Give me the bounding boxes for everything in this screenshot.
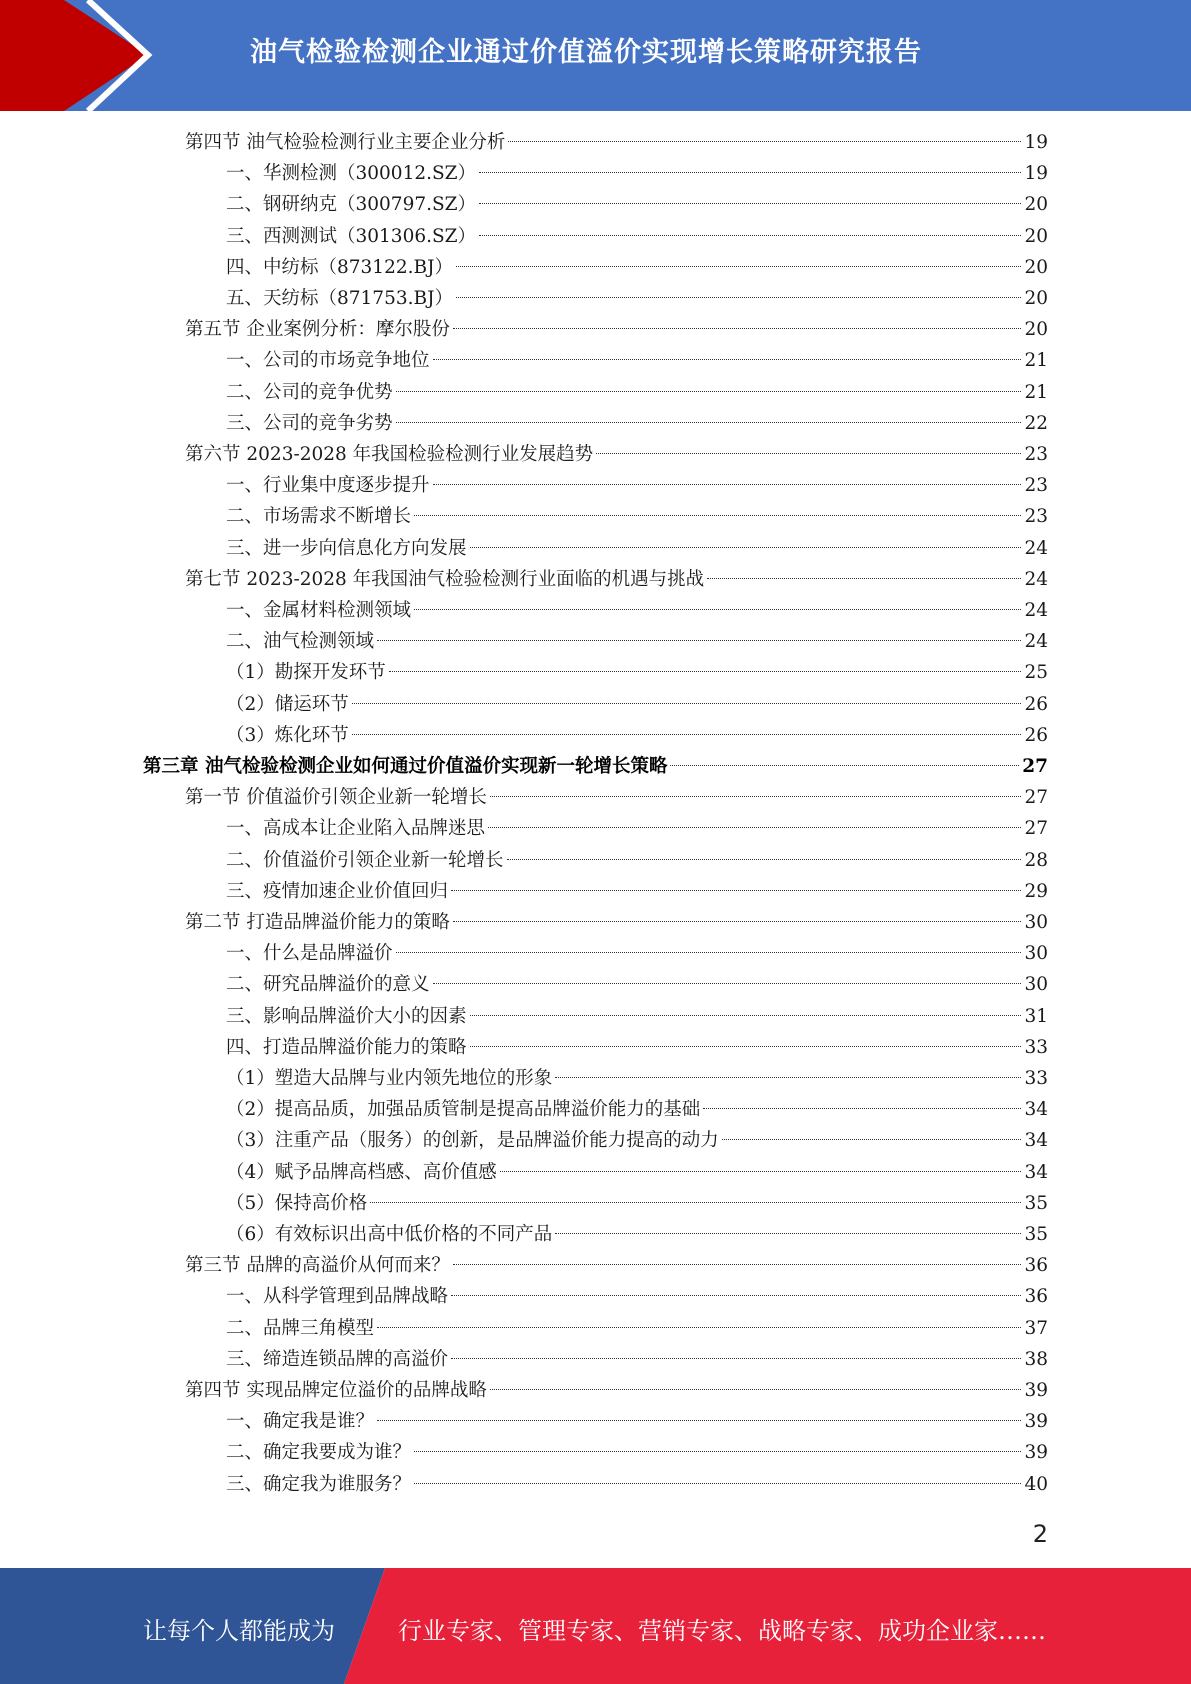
toc-entry-page: 30 <box>1024 943 1048 964</box>
toc-entry-page: 20 <box>1024 257 1048 278</box>
toc-entry-page: 28 <box>1024 850 1048 871</box>
toc-entry-page: 39 <box>1024 1442 1048 1463</box>
toc-entry[interactable] <box>226 283 1048 314</box>
toc-entry-title: 二、品牌三角模型 <box>226 1318 375 1339</box>
toc-entry[interactable] <box>226 1281 1048 1312</box>
toc-entry[interactable] <box>226 221 1048 252</box>
toc-entry[interactable] <box>185 314 1048 345</box>
toc-entry-page: 36 <box>1024 1255 1048 1276</box>
toc-entry-page: 24 <box>1024 631 1048 652</box>
toc-entry-page: 20 <box>1024 226 1048 247</box>
toc-entry[interactable] <box>226 1406 1048 1437</box>
toc-dot-leader <box>433 983 1022 984</box>
toc-entry-page: 27 <box>1024 818 1048 839</box>
toc-entry[interactable] <box>226 845 1048 876</box>
toc-entry-page: 33 <box>1024 1068 1048 1089</box>
toc-entry-title: 二、油气检测领域 <box>226 631 375 652</box>
toc-dot-leader <box>414 1483 1021 1484</box>
toc-entry[interactable] <box>226 720 1048 751</box>
page-header <box>0 0 1191 111</box>
toc-entry-title: 四、中纺标（873122.BJ） <box>226 257 454 278</box>
toc-entry[interactable] <box>226 408 1048 439</box>
toc-entry[interactable] <box>226 1063 1048 1094</box>
toc-chapter-entry[interactable] <box>143 751 1048 782</box>
toc-dot-leader <box>508 141 1021 142</box>
toc-entry[interactable] <box>226 1157 1048 1188</box>
toc-entry-title: 第二节 打造品牌溢价能力的策略 <box>185 912 450 933</box>
footer-slogan-right: 行业专家、管理专家、营销专家、战略专家、成功企业家…… <box>398 1617 1046 1645</box>
toc-entry-title: 五、天纺标（871753.BJ） <box>226 288 454 309</box>
toc-entry[interactable] <box>226 501 1048 532</box>
toc-entry-page: 24 <box>1024 600 1048 621</box>
toc-entry-page: 31 <box>1024 1006 1048 1027</box>
toc-entry-title: （1）勘探开发环节 <box>226 662 386 683</box>
toc-entry-title: 三、疫情加速企业价值回归 <box>226 881 449 902</box>
toc-dot-leader <box>433 484 1022 485</box>
toc-entry-page: 21 <box>1024 350 1048 371</box>
toc-dot-leader <box>377 1327 1021 1328</box>
toc-dot-leader <box>396 952 1022 953</box>
toc-entry[interactable] <box>226 1344 1048 1375</box>
toc-dot-leader <box>377 1420 1021 1421</box>
toc-entry-page: 33 <box>1024 1037 1048 1058</box>
toc-dot-leader <box>453 1264 1022 1265</box>
toc-entry[interactable] <box>226 158 1048 189</box>
toc-entry-title: 三、进一步向信息化方向发展 <box>226 538 467 559</box>
toc-dot-leader <box>470 547 1022 548</box>
toc-entry-title: 第五节 企业案例分析：摩尔股份 <box>185 319 450 340</box>
toc-entry-title: 一、华测检测（300012.SZ） <box>226 163 477 184</box>
toc-dot-leader <box>470 1046 1022 1047</box>
toc-entry-page: 24 <box>1024 538 1048 559</box>
toc-dot-leader <box>453 328 1022 329</box>
toc-dot-leader <box>389 671 1022 672</box>
toc-entry-page: 27 <box>1022 756 1048 777</box>
toc-entry[interactable] <box>226 938 1048 969</box>
toc-entry[interactable] <box>226 189 1048 220</box>
toc-dot-leader <box>396 422 1022 423</box>
toc-entry-page: 34 <box>1024 1130 1048 1151</box>
toc-entry[interactable] <box>185 782 1048 813</box>
toc-entry[interactable] <box>226 595 1048 626</box>
toc-entry[interactable] <box>226 470 1048 501</box>
toc-entry-page: 30 <box>1024 974 1048 995</box>
toc-entry-page: 39 <box>1024 1380 1048 1401</box>
toc-entry-title: 四、打造品牌溢价能力的策略 <box>226 1037 467 1058</box>
toc-dot-leader <box>479 203 1021 204</box>
toc-dot-leader <box>433 359 1022 360</box>
toc-entry-page: 34 <box>1024 1162 1048 1183</box>
toc-entry-page: 26 <box>1024 725 1048 746</box>
toc-entry-page: 35 <box>1024 1193 1048 1214</box>
toc-entry-page: 20 <box>1024 319 1048 340</box>
toc-entry-title: 二、研究品牌溢价的意义 <box>226 974 430 995</box>
toc-entry[interactable] <box>185 439 1048 470</box>
toc-dot-leader <box>470 1015 1022 1016</box>
toc-dot-leader <box>707 578 1021 579</box>
toc-entry[interactable] <box>226 1188 1048 1219</box>
toc-entry-title: 二、确定我要成为谁？ <box>226 1442 412 1463</box>
toc-entry[interactable] <box>226 1437 1048 1468</box>
toc-dot-leader <box>490 1389 1022 1390</box>
page-footer <box>0 1568 1191 1684</box>
toc-dot-leader <box>479 235 1021 236</box>
toc-entry-page: 34 <box>1024 1099 1048 1120</box>
toc-entry-title: （1）塑造大品牌与业内领先地位的形象 <box>226 1068 553 1089</box>
toc-entry-page: 38 <box>1024 1349 1048 1370</box>
toc-entry-title: 第一节 价值溢价引领企业新一轮增长 <box>185 787 487 808</box>
toc-entry-title: 一、金属材料检测领域 <box>226 600 412 621</box>
toc-entry-title: （2）储运环节 <box>226 694 349 715</box>
toc-entry-title: 三、缔造连锁品牌的高溢价 <box>226 1349 449 1370</box>
toc-dot-leader <box>555 1077 1021 1078</box>
toc-dot-leader <box>352 703 1022 704</box>
toc-entry-title: 二、价值溢价引领企业新一轮增长 <box>226 850 504 871</box>
toc-entry[interactable] <box>226 252 1048 283</box>
toc-entry-page: 35 <box>1024 1224 1048 1245</box>
toc-entry-title: （5）保持高价格 <box>226 1193 368 1214</box>
toc-entry[interactable] <box>226 813 1048 844</box>
toc-entry[interactable] <box>185 564 1048 595</box>
toc-entry[interactable] <box>226 876 1048 907</box>
toc-dot-leader <box>500 1171 1022 1172</box>
toc-entry[interactable] <box>226 1032 1048 1063</box>
toc-entry-title: （2）提高品质，加强品质管制是提高品牌溢价能力的基础 <box>226 1099 701 1120</box>
toc-entry[interactable] <box>226 969 1048 1000</box>
toc-dot-leader <box>670 765 1019 766</box>
toc-dot-leader <box>451 890 1021 891</box>
toc-entry[interactable] <box>226 689 1048 720</box>
toc-dot-leader <box>451 1358 1021 1359</box>
toc-entry-page: 20 <box>1024 194 1048 215</box>
toc-dot-leader <box>414 609 1021 610</box>
toc-entry-page: 30 <box>1024 912 1048 933</box>
toc-entry[interactable] <box>226 1313 1048 1344</box>
toc-entry-title: 一、行业集中度逐步提升 <box>226 475 430 496</box>
toc-entry-title: 三、确定我为谁服务？ <box>226 1474 412 1495</box>
toc-entry-title: 一、高成本让企业陷入品牌迷思 <box>226 818 486 839</box>
toc-entry[interactable] <box>226 1219 1048 1250</box>
toc-entry[interactable] <box>226 1469 1048 1500</box>
toc-dot-leader <box>370 1202 1021 1203</box>
toc-entry-title: 二、市场需求不断增长 <box>226 506 412 527</box>
toc-dot-leader <box>490 796 1022 797</box>
toc-entry-page: 23 <box>1024 506 1048 527</box>
toc-entry[interactable] <box>226 626 1048 657</box>
toc-dot-leader <box>377 640 1021 641</box>
toc-entry-page: 27 <box>1024 787 1048 808</box>
toc-entry-page: 19 <box>1024 132 1048 153</box>
toc-dot-leader <box>555 1233 1021 1234</box>
toc-dot-leader <box>453 921 1022 922</box>
toc-dot-leader <box>456 297 1021 298</box>
toc-entry-title: 三、公司的竞争劣势 <box>226 413 393 434</box>
toc-entry-page: 36 <box>1024 1286 1048 1307</box>
toc-entry-title: 第三章 油气检验检测企业如何通过价值溢价实现新一轮增长策略 <box>143 756 668 777</box>
toc-entry-title: 第四节 油气检验检测行业主要企业分析 <box>185 132 506 153</box>
toc-entry-title: （6）有效标识出高中低价格的不同产品 <box>226 1224 553 1245</box>
toc-dot-leader <box>507 859 1022 860</box>
toc-entry-title: 一、从科学管理到品牌战略 <box>226 1286 449 1307</box>
toc-entry-page: 26 <box>1024 694 1048 715</box>
toc-entry[interactable] <box>185 907 1048 938</box>
toc-entry[interactable] <box>226 1001 1048 1032</box>
toc-entry[interactable] <box>226 657 1048 688</box>
toc-dot-leader <box>451 1295 1021 1296</box>
toc-dot-leader <box>414 515 1021 516</box>
toc-dot-leader <box>414 1451 1021 1452</box>
toc-entry[interactable] <box>185 1375 1048 1406</box>
toc-entry-title: 第七节 2023-2028 年我国油气检验检测行业面临的机遇与挑战 <box>185 569 705 590</box>
toc-entry-title: 一、什么是品牌溢价 <box>226 943 393 964</box>
toc-entry-page: 21 <box>1024 382 1048 403</box>
toc-dot-leader <box>722 1139 1022 1140</box>
toc-entry-title: 第三节 品牌的高溢价从何而来？ <box>185 1255 450 1276</box>
toc-dot-leader <box>456 266 1021 267</box>
toc-entry-page: 24 <box>1024 569 1048 590</box>
toc-entry-title: （3）炼化环节 <box>226 725 349 746</box>
toc-entry-title: 一、公司的市场竞争地位 <box>226 350 430 371</box>
toc-dot-leader <box>703 1108 1021 1109</box>
toc-entry[interactable] <box>226 533 1048 564</box>
toc-entry-page: 40 <box>1024 1474 1048 1495</box>
toc-entry-title: 一、确定我是谁？ <box>226 1411 375 1432</box>
toc-entry-page: 29 <box>1024 881 1048 902</box>
toc-entry-title: 第六节 2023-2028 年我国检验检测行业发展趋势 <box>185 444 594 465</box>
toc-entry[interactable] <box>226 377 1048 408</box>
toc-dot-leader <box>488 827 1021 828</box>
toc-entry-page: 20 <box>1024 288 1048 309</box>
toc-entry-page: 23 <box>1024 444 1048 465</box>
toc-entry-page: 22 <box>1024 413 1048 434</box>
toc-entry-title: 第四节 实现品牌定位溢价的品牌战略 <box>185 1380 487 1401</box>
toc-entry[interactable] <box>226 345 1048 376</box>
toc-dot-leader <box>596 453 1021 454</box>
toc-dot-leader <box>479 172 1021 173</box>
toc-entry[interactable] <box>185 127 1048 158</box>
toc-entry-page: 19 <box>1024 163 1048 184</box>
page-number: 2 <box>1032 1520 1048 1548</box>
toc-dot-leader <box>396 391 1022 392</box>
toc-entry[interactable] <box>226 1094 1048 1125</box>
toc-entry[interactable] <box>185 1250 1048 1281</box>
toc-entry-title: 三、影响品牌溢价大小的因素 <box>226 1006 467 1027</box>
report-title: 油气检验检测企业通过价值溢价实现增长策略研究报告 <box>250 37 922 68</box>
toc-entry-title: 三、西测测试（301306.SZ） <box>226 226 477 247</box>
toc-entry-title: 二、公司的竞争优势 <box>226 382 393 403</box>
toc-entry-page: 25 <box>1024 662 1048 683</box>
toc-entry-title: （4）赋予品牌高档感、高价值感 <box>226 1162 497 1183</box>
footer-slogan-left: 让每个人都能成为 <box>143 1617 335 1645</box>
toc-entry-page: 37 <box>1024 1318 1048 1339</box>
toc-entry-title: （3）注重产品（服务）的创新，是品牌溢价能力提高的动力 <box>226 1130 719 1151</box>
toc-entry[interactable] <box>226 1125 1048 1156</box>
toc-entry-page: 23 <box>1024 475 1048 496</box>
toc-dot-leader <box>352 734 1022 735</box>
toc-entry-page: 39 <box>1024 1411 1048 1432</box>
toc-entry-title: 二、钢研纳克（300797.SZ） <box>226 194 477 215</box>
